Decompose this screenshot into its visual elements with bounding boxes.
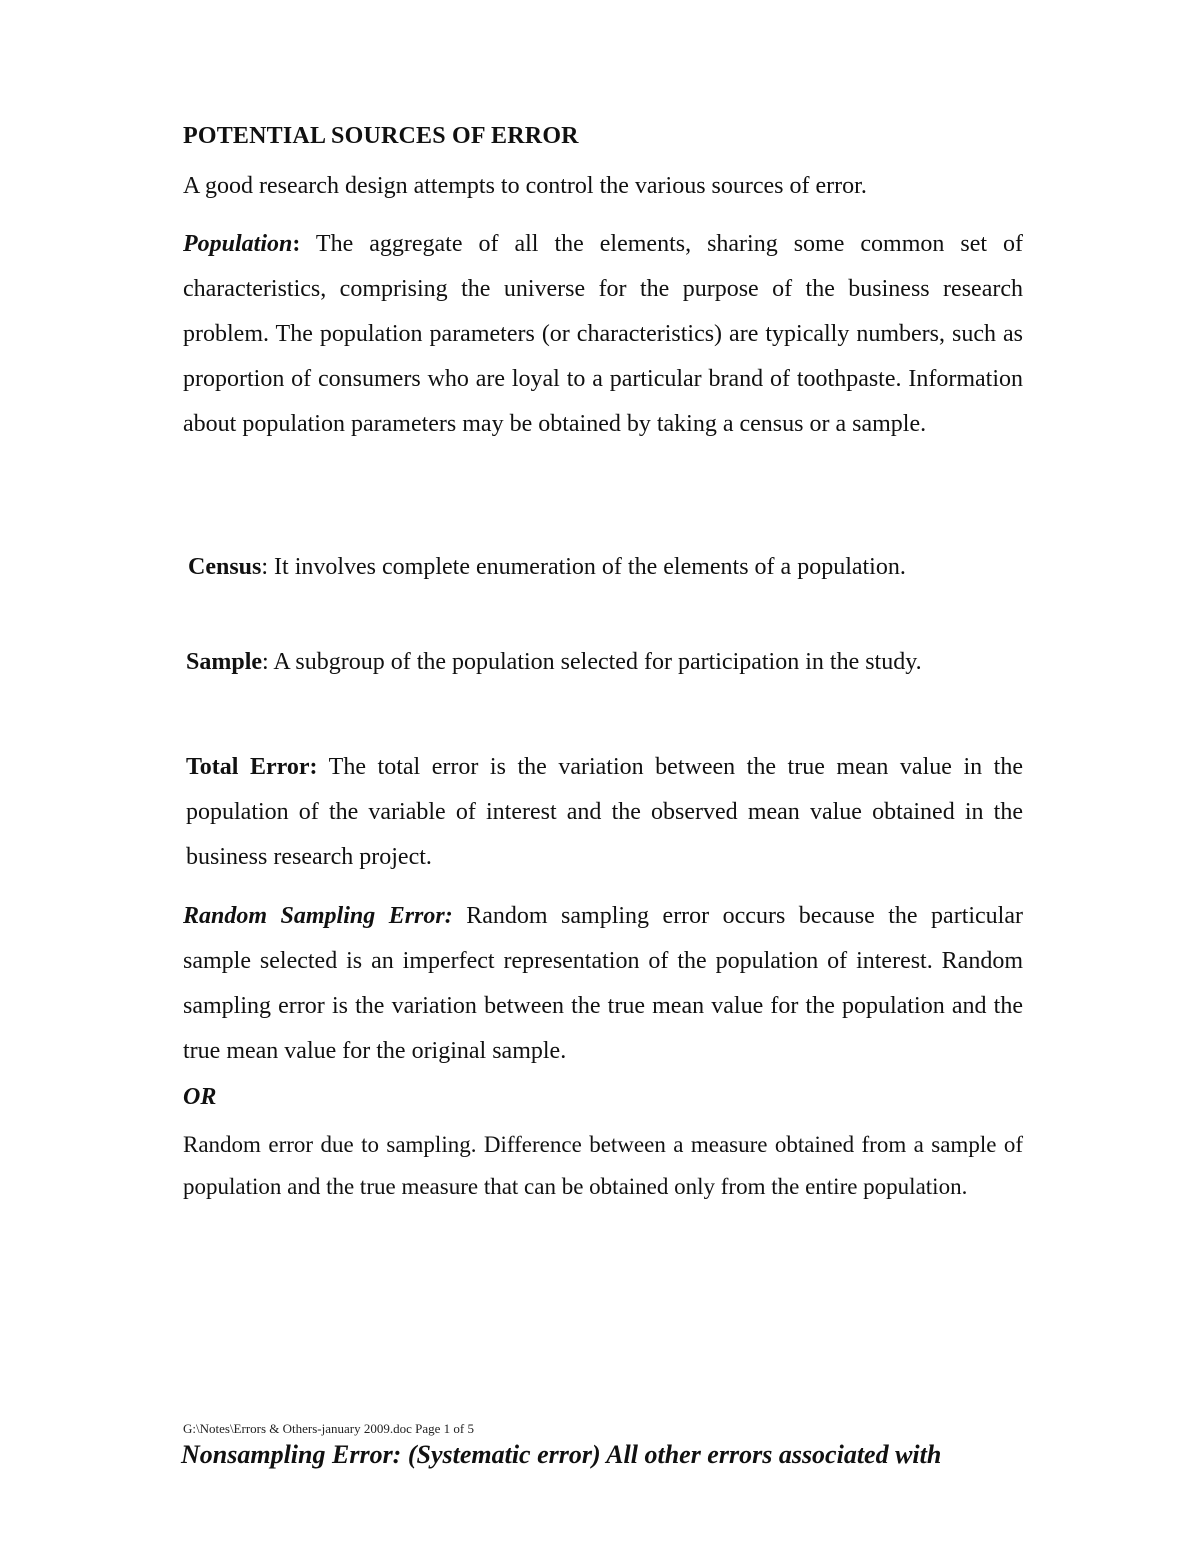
sample-term: Sample bbox=[186, 649, 263, 675]
total-error-term: Total Error: bbox=[186, 754, 318, 780]
total-error-definition: The total error is the variation between the true mean value in the population of the variable of interest and the observed mean value obtained in the business research project. bbox=[186, 754, 1023, 870]
random-sampling-error-term: Random Sampling Error: bbox=[183, 903, 453, 929]
intro-paragraph: A good research design attempts to control the various sources of error. bbox=[183, 173, 867, 199]
population-definition: The aggregate of all the elements, sharing some common set of characteristics, comprising the universe for the purpose of the business research problem. The population parameters (or characteristics) are typically numbers, such as proportion of consumers who are loyal to a particular brand of toothpaste. Information about population parameters may be obtained by taking a census or a sample. bbox=[183, 231, 1023, 437]
random-sampling-error-definition: Random sampling error occurs because the particular sample selected is an imperfect representation of the population of interest. Random sampling error is the variation between the true mean value for the population and the true mean value for the original sample. bbox=[183, 903, 1023, 1064]
census-paragraph bbox=[188, 545, 1028, 590]
total-error-paragraph bbox=[186, 745, 1023, 880]
sample-paragraph bbox=[186, 640, 986, 685]
population-term: Population bbox=[183, 231, 293, 257]
population-colon: : bbox=[292, 231, 301, 257]
census-definition: : It involves complete enumeration of the elements of a population. bbox=[261, 554, 906, 580]
random-sampling-error-paragraph bbox=[183, 894, 1023, 1074]
or-label: OR bbox=[183, 1084, 217, 1110]
page-title: POTENTIAL SOURCES OF ERROR bbox=[183, 123, 579, 149]
next-section-heading: Nonsampling Error: (Systematic error) All other errors associated with bbox=[181, 1440, 942, 1469]
alternate-definition-paragraph: Random error due to sampling. Difference between a measure obtained from a sample of population and the true measure that can be obtained only from the entire population. bbox=[183, 1132, 1023, 1199]
page-footer: G:\Notes\Errors & Others-january 2009.doc Page 1 of 5 bbox=[183, 1421, 474, 1436]
sample-definition: : A subgroup of the population selected for participation in the study. bbox=[262, 649, 922, 675]
census-term: Census bbox=[188, 554, 262, 580]
population-paragraph bbox=[183, 222, 1023, 447]
